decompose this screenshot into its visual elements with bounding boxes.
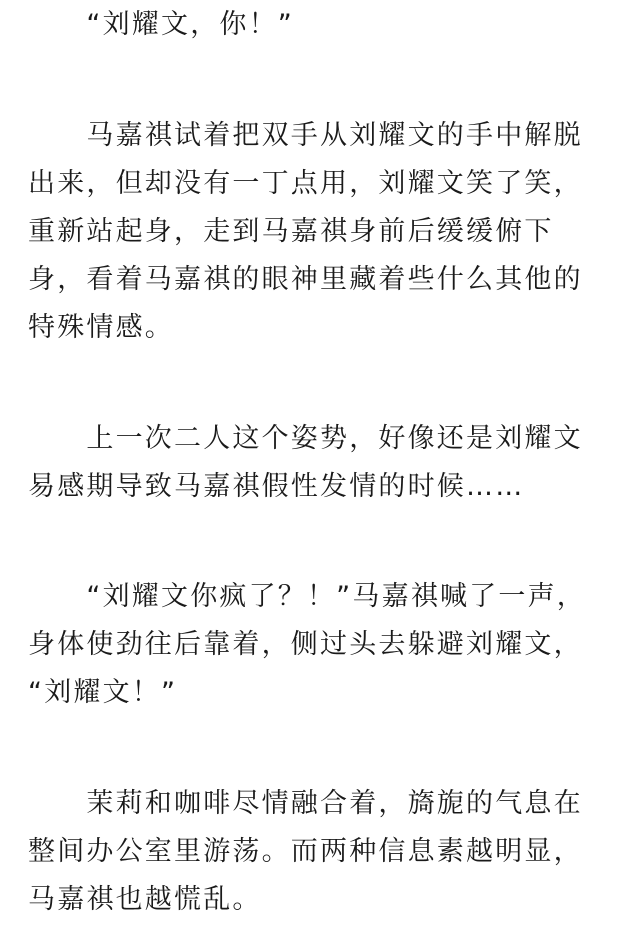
paragraph-2-line-4: 身，看着马嘉祺的眼神里藏着些什么其他的 [28, 264, 583, 295]
paragraph-2-line-2: 出来，但却没有一丁点用，刘耀文笑了笑， [28, 168, 583, 199]
paragraph-3-line-1: 上一次二人这个姿势，好像还是刘耀文 [28, 423, 583, 454]
paragraph-4-line-3: “刘耀文！” [28, 677, 178, 708]
paragraph-5-line-3: 马嘉祺也越慌乱。 [28, 884, 262, 915]
paragraph-4-line-1: “刘耀文你疯了？！”马嘉祺喊了一声， [28, 581, 586, 612]
paragraph-2-line-3: 重新站起身，走到马嘉祺身前后缓缓俯下 [28, 216, 554, 247]
paragraph-2-line-1: 马嘉祺试着把双手从刘耀文的手中解脱 [28, 120, 583, 151]
paragraph-1-line-1: “刘耀文，你！” [28, 9, 294, 40]
paragraph-5-line-2: 整间办公室里游荡。而两种信息素越明显， [28, 836, 583, 867]
paragraph-2-line-5: 特殊情感。 [28, 312, 174, 343]
paragraph-3-line-2: 易感期导致马嘉祺假性发情的时候…… [28, 471, 525, 502]
paragraph-4-line-2: 身体使劲往后靠着，侧过头去躲避刘耀文， [28, 629, 583, 660]
paragraph-5-line-1: 茉莉和咖啡尽情融合着，旖旎的气息在 [28, 788, 583, 819]
